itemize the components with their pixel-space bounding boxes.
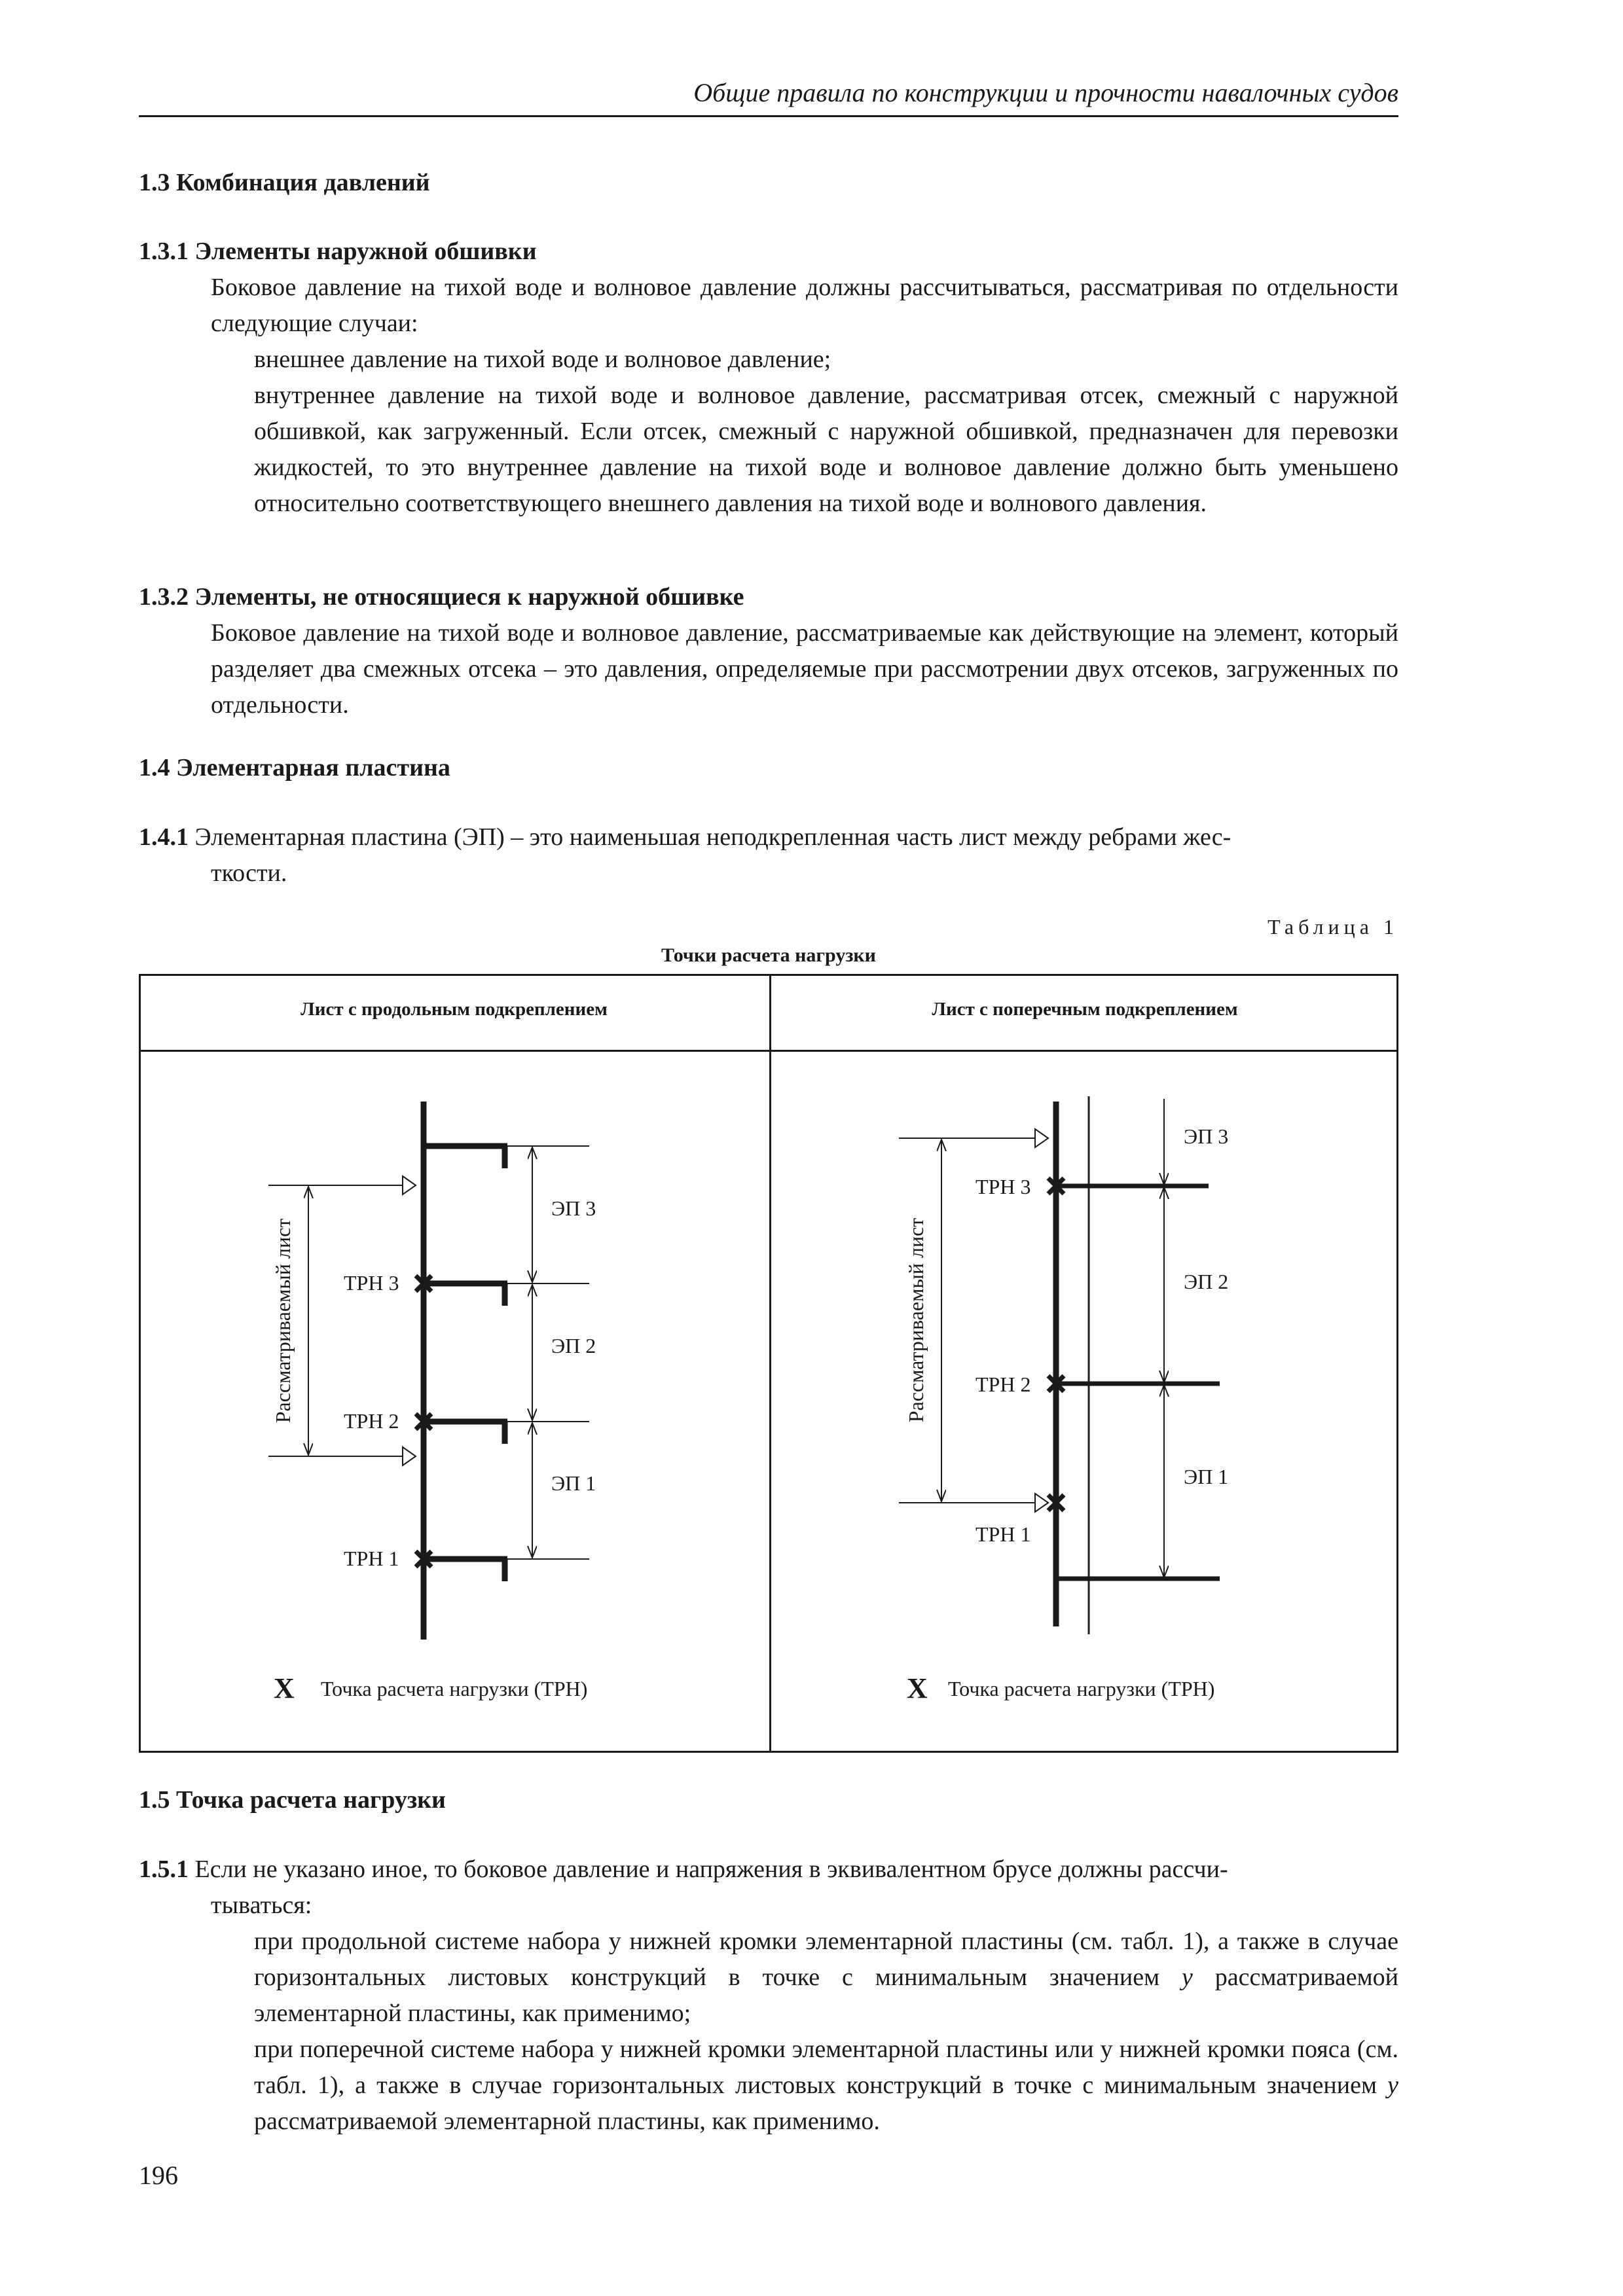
stiffener-group bbox=[1056, 1186, 1220, 1579]
table-title: Точки расчета нагрузки bbox=[661, 944, 876, 966]
section-1-3-1-title: 1.3.1 Элементы наружной обшивки bbox=[139, 238, 537, 265]
paragraph-continuation: ткости. bbox=[211, 859, 287, 887]
paragraph-number: 1.5.1 bbox=[139, 1856, 189, 1883]
ep3-label: ЭП 3 bbox=[1184, 1124, 1229, 1148]
table-label: Таблица 1 bbox=[1267, 915, 1398, 939]
paragraph-text: Элементарная пластина (ЭП) – это наименьшая неподкрепленная часть лист между ребрами жес- bbox=[189, 823, 1231, 851]
legend-x-icon: X bbox=[907, 1672, 928, 1704]
section-1-5-1-case-2 bbox=[254, 2032, 1398, 2140]
variable-y: y bbox=[1182, 1964, 1193, 1991]
case-text-end: рассматриваемой элементарной пластины, как применимо; bbox=[254, 1964, 1399, 2027]
case-text: при поперечной системе набора у нижней кромки элементарной пластины или у нижней кромки пояса (см. табл. 1), а также в случае горизонтальных листовых конструкций в точке с минимальным значением bbox=[254, 2036, 1398, 2099]
considered-plate-label: Рассматриваемый лист bbox=[904, 1217, 928, 1423]
section-1-3-1-case-2: внутреннее давление на тихой воде и волновое давление, рассматривая отсек, смежный с наружной обшивкой, как загруженный. Если отсек, смежный с наружной обшивкой, предназначен для перевозки жидкостей, то это внутреннее давление на тихой воде и волновое давление должно быть уменьшено относительно соответствующего внешнего давления на тихой воде и волнового давления. bbox=[254, 382, 1398, 517]
stiffener-group bbox=[424, 1146, 507, 1581]
diagram-transverse bbox=[771, 1052, 1396, 1751]
ep2-label: ЭП 2 bbox=[551, 1334, 596, 1357]
header-rule bbox=[139, 115, 1398, 117]
case-text: при продольной системе набора у нижней кромки элементарной пластины (см. табл. 1), а также в случае горизонтальных листовых конструкций в точке с минимальным значением bbox=[254, 1928, 1398, 1991]
column-header-transverse: Лист с поперечным подкреплением bbox=[932, 999, 1238, 1020]
variable-y: y bbox=[1387, 2072, 1398, 2099]
paragraph-number: 1.4.1 bbox=[139, 823, 189, 851]
trn1-label: ТРН 1 bbox=[976, 1522, 1031, 1546]
trn2-label: ТРН 2 bbox=[344, 1409, 399, 1433]
trn2-label: ТРН 2 bbox=[976, 1372, 1031, 1396]
running-header: Общие правила по конструкции и прочности навалочных судов bbox=[693, 78, 1398, 107]
trn3-label: ТРН 3 bbox=[976, 1175, 1031, 1198]
section-1-5-1-case-1 bbox=[254, 1924, 1398, 2032]
trn1-label: ТРН 1 bbox=[344, 1547, 399, 1570]
legend-x-icon: X bbox=[274, 1672, 295, 1704]
ep2-label: ЭП 2 bbox=[1184, 1270, 1229, 1293]
page-number: 196 bbox=[139, 2161, 178, 2190]
legend-text: Точка расчета нагрузки (ТРН) bbox=[321, 1677, 588, 1700]
ep3-label: ЭП 3 bbox=[551, 1196, 596, 1220]
diagram-longitudinal bbox=[141, 1052, 769, 1751]
section-1-3-2-text: Боковое давление на тихой воде и волновое давление, рассматриваемые как действующие на элемент, который разделяет два смежных отсека – это давления, определяемые при рассмотрении двух отсеков, загруженных по отдельности. bbox=[211, 619, 1398, 719]
section-1-3-title: 1.3 Комбинация давлений bbox=[139, 169, 430, 196]
section-1-5-title: 1.5 Точка расчета нагрузки bbox=[139, 1786, 446, 1814]
column-header-longitudinal: Лист с продольным подкреплением bbox=[301, 999, 608, 1020]
ep1-label: ЭП 1 bbox=[551, 1471, 596, 1495]
legend-text: Точка расчета нагрузки (ТРН) bbox=[948, 1677, 1215, 1700]
case-text-end: рассматриваемой элементарной пластины, как применимо. bbox=[254, 2108, 880, 2135]
ep1-label: ЭП 1 bbox=[1184, 1465, 1229, 1488]
considered-plate-label: Рассматриваемый лист bbox=[271, 1218, 295, 1424]
trn3-label: ТРН 3 bbox=[344, 1271, 399, 1295]
section-1-4-1-paragraph bbox=[139, 819, 1398, 891]
section-1-3-2-title: 1.3.2 Элементы, не относящиеся к наружной обшивке bbox=[139, 583, 744, 611]
section-1-4-title: 1.4 Элементарная пластина bbox=[139, 754, 450, 781]
section-1-3-1-intro: Боковое давление на тихой воде и волновое давление должны рассчитываться, рассматривая по отдельности следующие случаи: bbox=[211, 274, 1398, 337]
paragraph-continuation: тываться: bbox=[211, 1892, 312, 1919]
section-1-5-1-paragraph bbox=[139, 1852, 1398, 1924]
section-1-3-1-case-1: внешнее давление на тихой воде и волновое давление; bbox=[254, 346, 831, 373]
paragraph-text: Если не указано иное, то боковое давление и напряжения в эквивалентном брусе должны рассчи- bbox=[189, 1856, 1228, 1883]
